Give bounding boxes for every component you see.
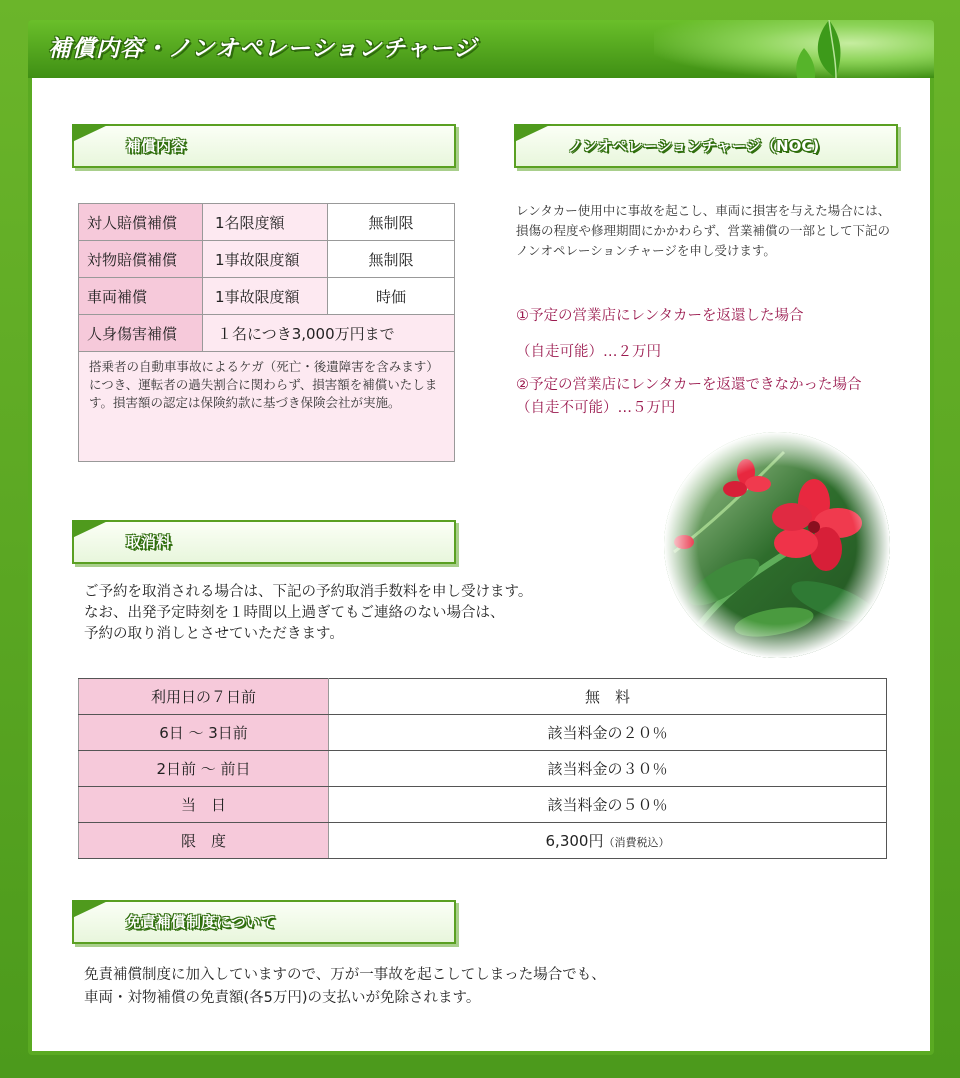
coverage-value: 無制限 [328,204,455,241]
fee-amount-cell [329,823,887,859]
noc-case-2-fee: （自走不可能）…５万円 [516,400,676,416]
cancel-line: 予約の取り消しとさせていただきます。 [84,626,344,642]
fee-when: 限 度 [79,823,329,859]
cancel-fee-table [78,678,887,859]
coverage-label: 車両補償 [79,278,203,315]
fee-when: 利用日の７日前 [79,679,329,715]
coverage-value: 無制限 [328,241,455,278]
coverage-limit: 1事故限度額 [203,241,328,278]
section-heading-waiver [72,900,456,944]
coverage-table [78,203,455,462]
cancel-line: ご予約を取消される場合は、下記の予約取消手数料を申し受けます。 [84,584,533,600]
page-title: 補償内容・ノンオペレーションチャージ [48,36,478,62]
table-row [79,241,455,278]
coverage-value: １名につき3,000万円まで [203,315,455,352]
coverage-label: 対物賠償補償 [79,241,203,278]
fee-tax-note: （消費税込） [603,836,670,849]
table-row [79,787,887,823]
hibiscus-photo [664,432,890,658]
table-row [79,352,455,462]
waiver-line: 免責補償制度に加入していますので、万が一事故を起こしてしまった場合でも、 [84,967,606,983]
fee-when: 6日 ～ 3日前 [79,715,329,751]
table-row [79,823,887,859]
fee-amount: 該当料金の３０％ [329,751,887,787]
heading-label: ノンオペレーションチャージ（NOC) [568,137,820,155]
heading-label: 免責補償制度について [126,913,276,931]
fee-when: 2日前 ～ 前日 [79,751,329,787]
table-row [79,751,887,787]
table-row [79,278,455,315]
fee-amount: 該当料金の５０％ [329,787,887,823]
cancel-line: なお、出発予定時刻を１時間以上過ぎてもご連絡のない場合は、 [84,605,505,621]
table-row [79,715,887,751]
table-row [79,315,455,352]
coverage-label: 人身傷害補償 [79,315,203,352]
coverage-value: 時価 [328,278,455,315]
coverage-label: 対人賠償補償 [79,204,203,241]
fee-when: 当 日 [79,787,329,823]
coverage-limit: 1事故限度額 [203,278,328,315]
noc-case-2: ②予定の営業店にレンタカーを返還できなかった場合 [516,377,862,393]
coverage-note: 搭乗者の自動車事故によるケガ（死亡・後遺障害を含みます）につき、運転者の過失割合に関わらず、損害額を補償いたします。損害額の認定は保険約款に基づき保険会社が実施。 [79,352,455,462]
section-heading-noc [514,124,898,168]
leaf-icon [774,20,864,78]
cancel-description [84,582,644,645]
table-row [79,679,887,715]
section-heading-coverage [72,124,456,168]
waiver-line: 車両・対物補償の免責額(各5万円)の支払いが免除されます。 [84,990,481,1006]
coverage-limit: 1名限度額 [203,204,328,241]
noc-case-1-fee: （自走可能）…２万円 [516,344,661,360]
heading-label: 補償内容 [126,137,187,155]
section-heading-cancel [72,520,456,564]
fee-amount: 無 料 [329,679,887,715]
waiver-description [84,964,784,1010]
fee-amount: 6,300円 [545,832,604,850]
fee-amount: 該当料金の２０％ [329,715,887,751]
table-row [79,204,455,241]
noc-case-1: ①予定の営業店にレンタカーを返還した場合 [516,308,804,324]
heading-label: 取消料 [126,533,172,551]
noc-intro: レンタカー使用中に事故を起こし、車両に損害を与えた場合には、損傷の程度や修理期間にかかわらず、営業補償の一部として下記のノンオペレーションチャージを申し受けます。 [516,203,891,258]
